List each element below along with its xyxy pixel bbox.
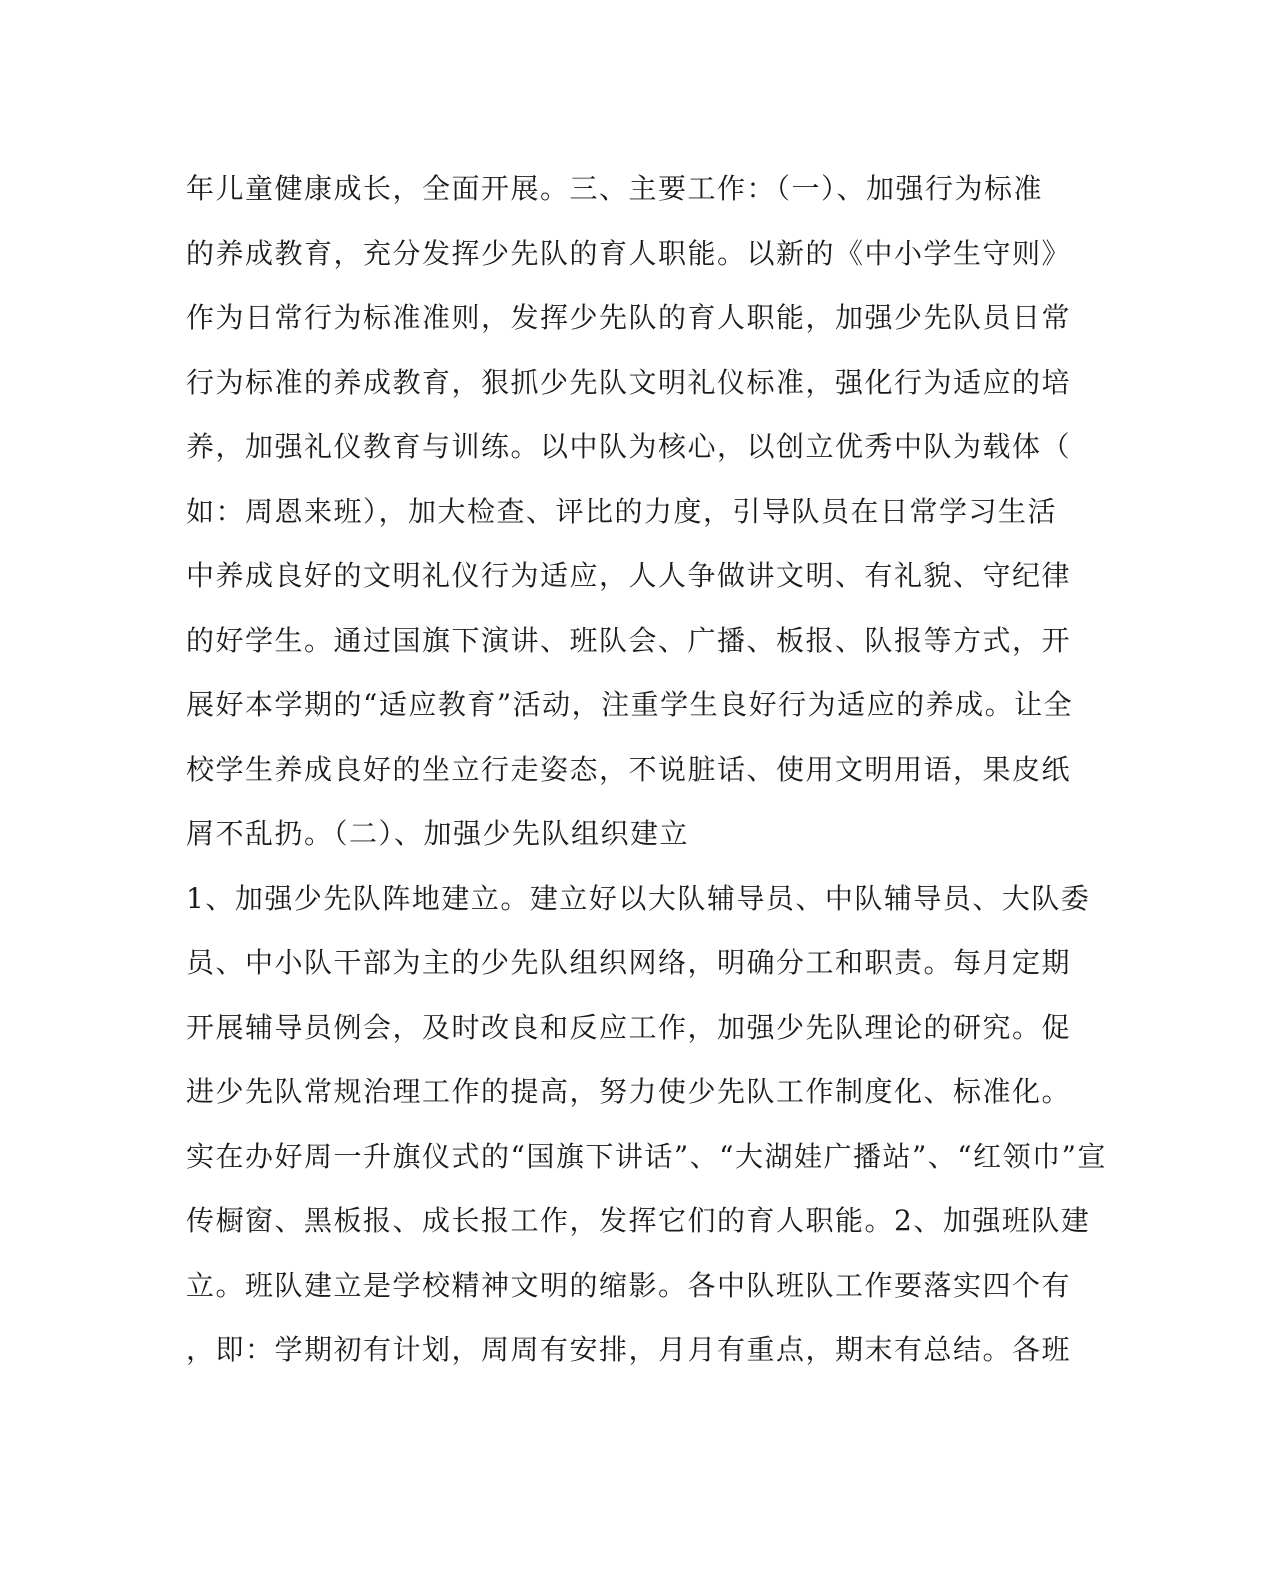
text-line-8: 的好学生。通过国旗下演讲、班队会、广播、板报、队报等方式，开 xyxy=(186,623,1072,657)
text-line-19: ，即：学期初有计划，周周有安排，月月有重点，期末有总结。各班 xyxy=(186,1333,1072,1366)
body-text xyxy=(186,157,1107,1383)
text-line-13: 员、中小队干部为主的少先队组织网络，明确分工和职责。每月定期 xyxy=(186,946,1072,979)
text-line-11: 屑不乱扔。（二）、加强少先队组织建立 xyxy=(186,817,690,850)
text-line-7: 中养成良好的文明礼仪行为适应，人人争做讲文明、有礼貌、守纪律 xyxy=(186,559,1072,592)
text-line-1: 年儿童健康成长，全面开展。三、主要工作：（一）、加强行为标准 xyxy=(186,172,1044,205)
text-line-6: 如：周恩来班），加大检查、评比的力度，引导队员在日常学习生活 xyxy=(186,494,1058,528)
text-line-16: 实在办好周一升旗仪式的“国旗下讲话”、“大湖娃广播站”、“红领巾”宣 xyxy=(186,1139,1107,1173)
text-line-2: 的养成教育，充分发挥少先队的育人职能。以新的《中小学生守则》 xyxy=(186,236,1072,270)
text-line-12: 1、加强少先队阵地建立。建立好以大队辅导员、中队辅导员、大队委 xyxy=(186,881,1091,915)
text-line-9: 展好本学期的“适应教育”活动，注重学生良好行为适应的养成。让全 xyxy=(186,688,1074,721)
text-line-15: 进少先队常规治理工作的提高，努力使少先队工作制度化、标准化。 xyxy=(186,1075,1072,1108)
text-line-18: 立。班队建立是学校精神文明的缩影。各中队班队工作要落实四个有 xyxy=(186,1268,1072,1302)
text-line-4: 行为标准的养成教育，狠抓少先队文明礼仪标准，强化行为适应的培 xyxy=(186,365,1072,399)
text-line-5: 养，加强礼仪教育与训练。以中队为核心，以创立优秀中队为载体（ xyxy=(186,430,1072,463)
text-line-3: 作为日常行为标准准则，发挥少先队的育人职能，加强少先队员日常 xyxy=(186,301,1072,334)
text-line-10: 校学生养成良好的坐立行走姿态，不说脏话、使用文明用语，果皮纸 xyxy=(186,752,1072,786)
text-line-14: 开展辅导员例会，及时改良和反应工作，加强少先队理论的研究。促 xyxy=(186,1010,1072,1044)
text-line-17: 传橱窗、黑板报、成长报工作，发挥它们的育人职能。2、加强班队建 xyxy=(186,1204,1091,1237)
